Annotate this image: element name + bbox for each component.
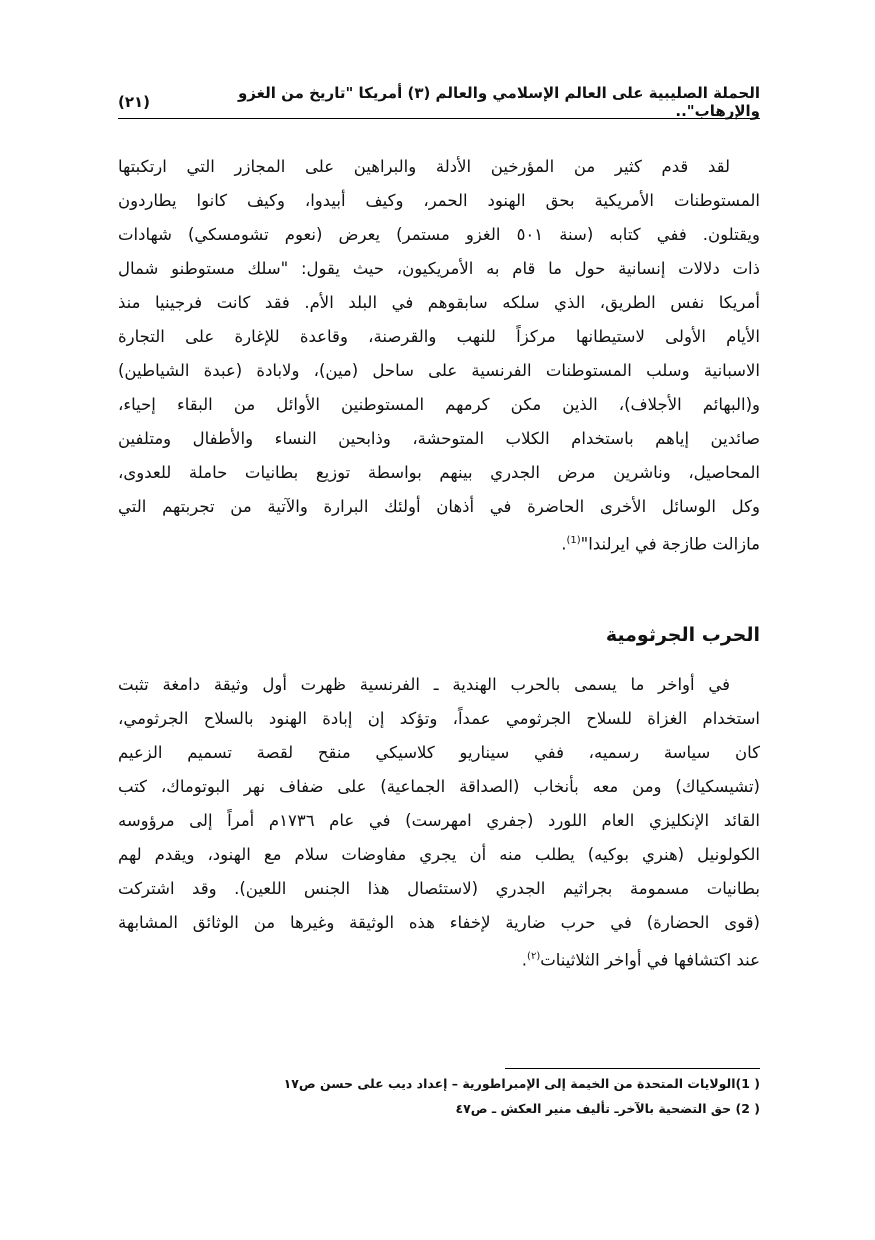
text-line bbox=[118, 524, 760, 558]
footnote-2 bbox=[250, 1101, 760, 1116]
footnote-ref-1[interactable]: (1) bbox=[566, 535, 581, 546]
header-title: الحملة الصليبية على العالم الإسلامي والعالم (٣) أمريكا "تاريخ من الغزو والإرهاب".. bbox=[237, 84, 760, 120]
text-line: كان سياسة رسميه، ففي سيناريو كلاسيكي منقح لقصة تسميم الزعيم bbox=[118, 743, 760, 762]
text-line bbox=[118, 940, 760, 974]
footnote-1 bbox=[250, 1076, 760, 1091]
text-line: لقد قدم كثير من المؤرخين الأدلة والبراهين على المجازر التي ارتكبتها bbox=[118, 157, 730, 176]
text-line: (تشيسكياك) ومن معه بأنخاب (الصداقة الجماعية) على ضفاف نهر البوتوماك، كتب bbox=[118, 777, 760, 796]
period: . bbox=[521, 950, 528, 970]
paragraph-2 bbox=[118, 668, 760, 974]
text-line: في أواخر ما يسمى بالحرب الهندية ـ الفرنسية ظهرت أول وثيقة دامغة تثبت bbox=[118, 675, 730, 694]
paragraph-1 bbox=[118, 150, 760, 558]
text-line: ذات دلالات إنسانية حول ما قام به الأمريكيون، حيث يقول: "سلك مستوطنو شمال bbox=[118, 259, 760, 278]
text-line: بطانيات مسمومة بجراثيم الجدري (لاستئصال هذا الجنس اللعين). وقد اشتركت bbox=[118, 879, 760, 898]
section-heading: الحرب الجرثومية bbox=[605, 624, 760, 646]
footnote-text: حق التضحية بالآخرـ تأليف منير العكش ـ ص٤٧ bbox=[455, 1101, 732, 1116]
footnote-ref-2[interactable]: (٢) bbox=[527, 951, 541, 962]
text-line: وكل الوسائل الأخرى الحاضرة في أذهان أولئك البرارة والآتية من تجربتهم التي bbox=[118, 497, 760, 516]
page-number: (٢١) bbox=[118, 93, 151, 111]
text-line: استخدام الغزاة للسلاح الجرثومي عمداً، وتؤكد إن إبادة الهنود بالسلاح الجرثومي، bbox=[118, 709, 760, 728]
text-line: أمريكا نفس الطريق، الذي سلكه سابقوهم في البلد الأم. فقد كانت فرجينيا منذ bbox=[118, 293, 760, 312]
running-header bbox=[118, 84, 760, 120]
text-line: المحاصيل، وناشرين مرض الجدري بينهم بواسطة توزيع بطانيات حاملة للعدوى، bbox=[118, 463, 760, 482]
text-span: عند اكتشافها في أواخر الثلاثينات bbox=[540, 950, 760, 970]
text-line: المستوطنات الأمريكية بحق الهنود الحمر، وكيف أبيدوا، وكيف كانوا يطاردون bbox=[118, 191, 760, 210]
text-span: مازالت طازجة في ايرلندا" bbox=[580, 534, 760, 554]
period: . bbox=[561, 534, 567, 554]
text-line: الأيام الأولى لاستيطانها مركزاً للنهب والقرصنة، وقاعدة للإغارة على التجارة bbox=[118, 327, 760, 346]
text-line: ويقتلون. ففي كتابه (سنة ٥٠١ الغزو مستمر) يعرض (نعوم تشومسكي) شهادات bbox=[118, 225, 760, 244]
footnote-text: الولايات المتحدة من الخيمة إلى الإمبراطورية – إعداد ديب على حسن ص١٧ bbox=[283, 1076, 736, 1091]
text-line: الاسبانية وسلب المستوطنات الفرنسية على ساحل (مين)، ولابادة (عبدة الشياطين) bbox=[118, 361, 760, 380]
text-line: (قوى الحضارة) في حرب ضارية لإخفاء هذه الوثيقة وغيرها من الوثائق المشابهة bbox=[118, 913, 760, 932]
footnote-marker: ( 2) bbox=[735, 1101, 760, 1116]
text-line: و(البهائم الأجلاف)، الذين مكن كرمهم المستوطنين الأوائل من البقاء إحياء، bbox=[118, 395, 760, 414]
footnote-marker: ( 1) bbox=[735, 1076, 760, 1091]
text-line: القائد الإنكليزي العام اللورد (جفري امهرست) في عام ١٧٣٦م أمراً إلى مرؤوسه bbox=[118, 811, 760, 830]
footnote-divider bbox=[505, 1068, 760, 1069]
text-line: الكولونيل (هنري بوكيه) يطلب منه أن يجري مفاوضات سلام مع الهنود، ويقدم لهم bbox=[118, 845, 760, 864]
text-line: صائدين إياهم باستخدام الكلاب المتوحشة، وذابحين النساء والأطفال ومتلفين bbox=[118, 429, 760, 448]
